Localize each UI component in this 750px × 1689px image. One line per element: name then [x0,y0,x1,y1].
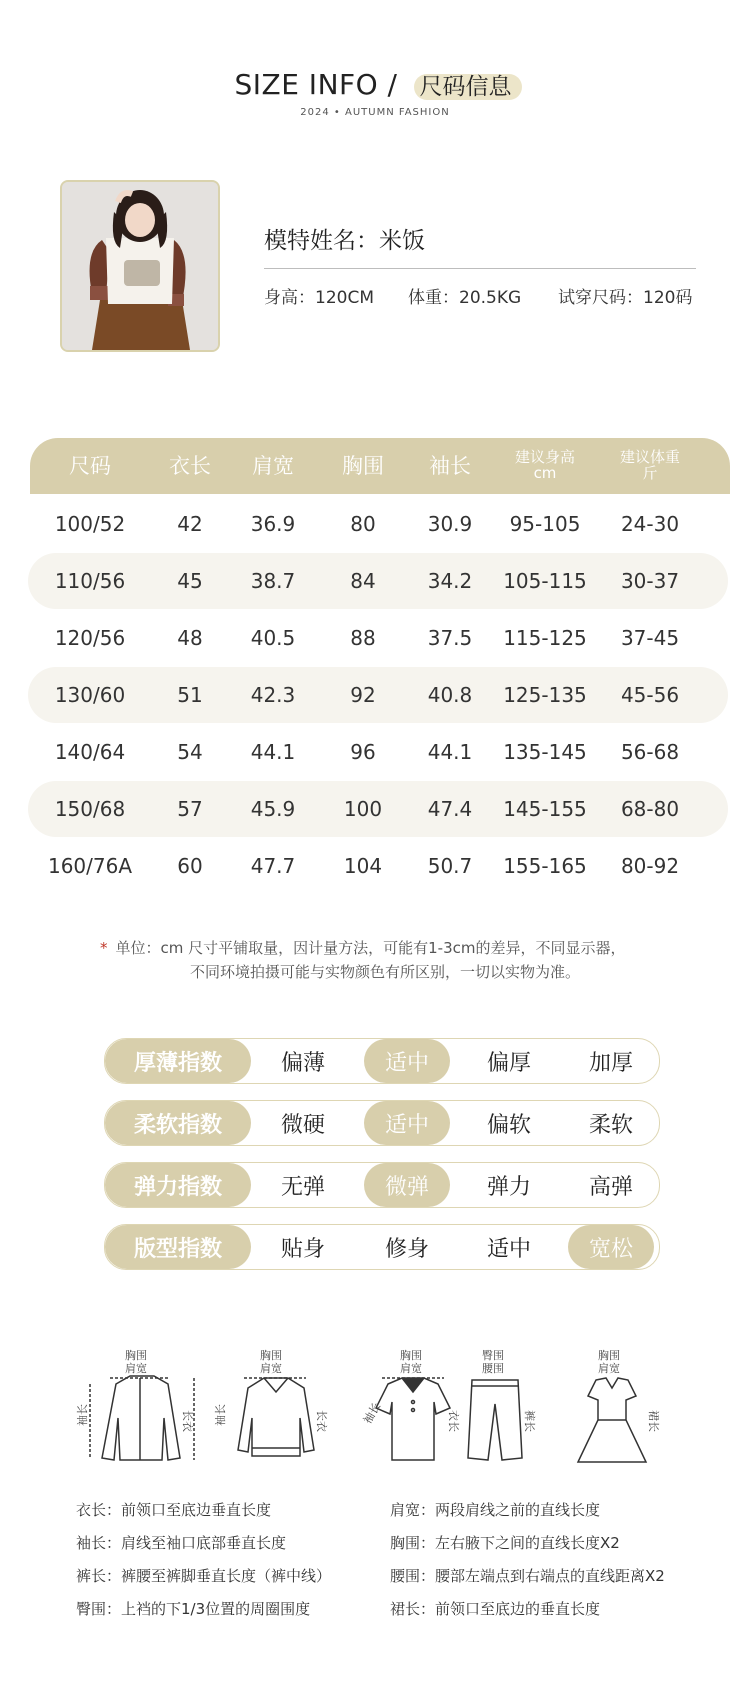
definition-item: 胸围：左右腋下之间的直线长度X2 [390,1534,620,1552]
index-label: 柔软指数 [105,1101,251,1145]
jacket-label-top: 胸围 [125,1349,147,1362]
note-line-2: 不同环境拍摄可能与实物颜色有所区别，一切以实物为准。 [190,963,581,981]
table-cell: 45 [177,569,203,593]
index-option: 微硬 [280,1112,325,1138]
note-star: * [100,939,108,957]
page-header [0,64,750,104]
model-name: 模特姓名：米饭 [264,228,425,254]
sweater-label-right: 长衣 [315,1410,328,1432]
pants-label-right: 裤长 [523,1410,536,1432]
table-cell: 30-37 [620,569,680,593]
table-header-cell: 袖长 [429,453,471,478]
table-row [28,781,728,837]
table-cell: 45.9 [250,797,296,821]
table-header-cell: 建议体重 斤 [619,448,680,482]
table-cell: 38.7 [250,569,296,593]
definitions-right [390,1494,730,1626]
table-cell: 30.9 [427,512,473,536]
table-cell: 125-135 [503,683,587,707]
jacket-diagram [75,1348,194,1460]
definition-item: 肩宽：两段肩线之前的直线长度 [390,1501,601,1519]
jacket-label-mid: 肩宽 [125,1362,147,1375]
index-row [104,1100,660,1146]
table-header-cell: 衣长 [169,453,211,478]
pants-label-top: 臀围 [482,1349,504,1362]
sweater-label-top: 胸围 [260,1349,282,1362]
definition-item: 衣长：前领口至底边垂直长度 [76,1501,272,1519]
index-option: 贴身 [280,1236,325,1262]
table-cell: 40.8 [427,683,473,707]
header-subtitle: 2024 • AUTUMN FASHION [300,107,450,118]
table-cell: 37.5 [427,626,473,650]
table-cell: 44.1 [250,740,296,764]
table-cell: 115-125 [503,626,587,650]
sweater-label-mid: 肩宽 [260,1362,282,1375]
table-cell: 45-56 [620,683,680,707]
model-photo [60,180,220,352]
table-cell: 120/56 [54,626,126,650]
table-cell: 140/64 [54,740,126,764]
table-row [28,496,728,552]
table-cell: 37-45 [620,626,680,650]
table-row [28,610,728,666]
table-cell: 42 [177,512,203,536]
garment-diagrams [70,1348,700,1478]
table-cell: 100/52 [54,512,126,536]
table-header-cell: 胸围 [342,453,384,478]
index-label: 版型指数 [105,1225,251,1269]
table-cell: 50.7 [427,854,473,878]
index-option: 弹力 [486,1174,531,1200]
table-cell: 145-155 [503,797,587,821]
index-option: 柔软 [588,1112,633,1138]
table-cell: 40.5 [250,626,296,650]
index-row [104,1162,660,1208]
index-row [104,1224,660,1270]
table-cell: 68-80 [620,797,680,821]
table-cell: 130/60 [54,683,126,707]
index-label: 弹力指数 [105,1163,251,1207]
definition-item: 袖长：肩线至袖口底部垂直长度 [76,1534,287,1552]
table-cell: 60 [177,854,203,878]
table-cell: 135-145 [503,740,587,764]
table-row [28,667,728,723]
definition-item: 腰围：腰部左端点到右端点的直线距离X2 [390,1567,665,1585]
table-cell: 104 [343,854,383,878]
jacket-label-right: 长衣 [181,1410,194,1432]
pants-diagram [468,1349,537,1460]
index-option-selected: 适中 [364,1039,450,1083]
table-cell: 84 [350,569,376,593]
index-label: 厚薄指数 [105,1039,251,1083]
note-line-1: 单位：cm 尺寸平铺取量，因计量方法，可能有1-3cm的差异，不同显示器， [115,939,626,957]
jacket-label-left: 袖长 [76,1404,89,1426]
table-cell: 34.2 [427,569,473,593]
table-cell: 36.9 [250,512,296,536]
index-option: 适中 [486,1236,531,1262]
table-cell: 54 [177,740,203,764]
table-cell: 80 [350,512,376,536]
index-option-selected: 适中 [364,1101,450,1145]
dress-label-right: 裙长 [647,1410,660,1432]
title-cn-pill [404,68,516,101]
table-header-cell: 建议身高 cm [514,448,575,482]
dress-label-mid: 肩宽 [598,1362,620,1375]
index-option: 高弹 [588,1174,633,1200]
model-height: 身高：120CM [264,288,374,308]
index-option: 偏厚 [486,1050,531,1076]
index-option: 无弹 [280,1174,325,1200]
table-cell: 92 [350,683,376,707]
definition-item: 裤长：裤腰至裤脚垂直长度（裤中线） [76,1567,332,1585]
table-cell: 42.3 [250,683,296,707]
table-cell: 44.1 [427,740,473,764]
divider [264,268,696,269]
size-table-header [30,438,730,494]
polo-label-left: 袖长 [361,1400,384,1427]
table-cell: 96 [350,740,376,764]
table-row [28,553,728,609]
table-cell: 100 [343,797,383,821]
table-cell: 160/76A [47,854,133,878]
index-option: 偏软 [486,1112,531,1138]
table-cell: 47.4 [427,797,473,821]
dress-diagram [578,1348,660,1462]
index-row [104,1038,660,1084]
model-size: 试穿尺码：120码 [558,288,693,308]
table-cell: 88 [350,626,376,650]
table-cell: 57 [177,797,203,821]
model-stats [264,283,724,308]
table-cell: 24-30 [620,512,680,536]
polo-label-mid: 肩宽 [400,1362,422,1375]
definition-item: 裙长：前领口至底边的垂直长度 [390,1600,601,1618]
sweater-diagram [213,1348,328,1456]
table-cell: 95-105 [509,512,581,536]
definitions-left [76,1494,376,1626]
model-weight: 体重：20.5KG [408,288,522,308]
index-option-selected: 微弹 [364,1163,450,1207]
index-option: 加厚 [588,1050,633,1076]
index-option-selected: 宽松 [568,1225,654,1269]
table-cell: 110/56 [54,569,126,593]
definition-item: 臀围：上裆的下1/3位置的周圈围度 [76,1600,311,1618]
index-option: 偏薄 [280,1050,325,1076]
table-cell: 155-165 [503,854,587,878]
table-header-cell: 尺码 [69,453,111,478]
measurement-note [100,936,700,984]
index-option: 修身 [384,1236,429,1262]
table-cell: 48 [177,626,203,650]
polo-label-top: 胸围 [400,1349,422,1362]
table-row [28,724,728,780]
table-cell: 105-115 [503,569,587,593]
table-cell: 56-68 [620,740,680,764]
pants-label-mid: 腰围 [482,1362,504,1375]
table-cell: 47.7 [250,854,296,878]
sweater-label-left: 袖长 [214,1404,227,1426]
dress-label-top: 胸围 [598,1349,620,1362]
table-cell: 51 [177,683,203,707]
table-cell: 80-92 [620,854,680,878]
table-cell: 150/68 [54,797,126,821]
table-row [28,838,728,894]
title-cn: 尺码信息 [419,73,512,100]
polo-label-right: 衣长 [447,1410,460,1432]
polo-diagram [360,1348,460,1460]
title-en: SIZE INFO / [234,67,398,101]
table-header-cell: 肩宽 [252,453,294,478]
